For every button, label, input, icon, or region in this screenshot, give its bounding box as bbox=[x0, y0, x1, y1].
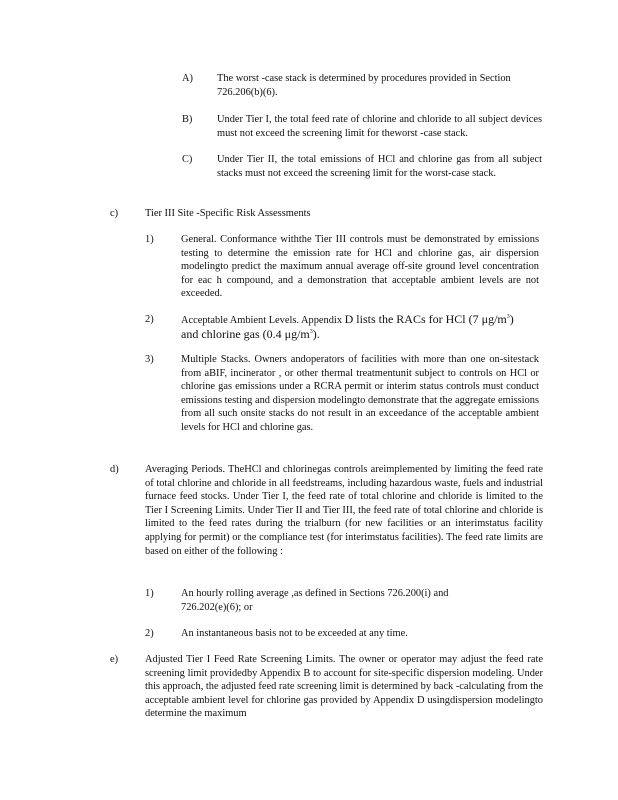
item-label: 3) bbox=[145, 354, 154, 365]
item-label: 1) bbox=[145, 234, 154, 245]
item-text: General. Conformance withthe Tier III controls must be demonstrated by emissions testing to determine the emission rate for HCl and chlorine gas, air dispersion modelingto predict the maximum annual average off-site ground level concentration for eac h compound, and a demonstration that acceptable ambient levels are not exceeded. bbox=[181, 234, 539, 300]
item-label: B) bbox=[182, 114, 193, 125]
item-text: An instantaneous basis not to be exceeded at any time. bbox=[181, 628, 408, 639]
item-label: e) bbox=[110, 654, 119, 665]
item-heading: Tier III Site -Specific Risk Assessments bbox=[145, 208, 311, 219]
text-part: and chlorine gas (0.4 $\mu g/m^3$). bbox=[181, 326, 320, 341]
item-text: An hourly rolling average ,as defined in Sections 726.200(i) and 726.202(e)(6); or bbox=[181, 588, 449, 613]
item-label: 1) bbox=[145, 588, 154, 599]
item-text: Under Tier II, the total emissions of HCl and chlorine gas from all subject stacks must not exceed the screening limit for the worst-case stack. bbox=[217, 154, 542, 179]
item-label: 2) bbox=[145, 628, 154, 639]
item-label: 2) bbox=[145, 314, 154, 325]
item-label: d) bbox=[110, 464, 119, 475]
item-text: Under Tier I, the total feed rate of chlorine and chloride to all subject devices must not exceed the screening limit for theworst -case stack. bbox=[217, 114, 542, 139]
item-text: Averaging Periods. TheHCl and chlorinegas controls areimplemented by limiting the feed rate of total chlorine and chloride in all feedstreams, including hazardous waste, fuels and industrial furnace feed stocks. Under Tier I, the feed rate of total chlorine and chloride is limited to the Tier I Screening Limits. Under Tier II and Tier III, the feed rate of total chlorine and chloride is limited to the feed rates during the trialburn (for new facilities or an interimstatus facility applying for permit) or the compliance test (for interimstatus facilities). The feed rate limits are based on either of the following : bbox=[145, 464, 543, 557]
item-label: c) bbox=[110, 208, 119, 219]
item-text: Multiple Stacks. Owners andoperators of facilities with more than one on-sitestack from aBIF, incinerator , or other thermal treatmentunit subject to controls on HCl or chlorine gas emissions under a RCRA permit or interim status controls must conduct emissions testing and dispersion modelingto demonstrate that the aggregate emissions from all such onsite stacks do not result in an exceedance of the acceptable ambient levels for HCl and chlorine gas. bbox=[181, 354, 539, 433]
item-label: C) bbox=[182, 154, 193, 165]
item-text: Adjusted Tier I Feed Rate Screening Limits. The owner or operator may adjust the feed rate screening limit providedby Appendix B to account for site-specific dispersion modeling. Under this approach, the adjusted feed rate screening limit is determined by back -calculating from the acceptable ambient level for chlorine gas provided by Appendix D usingdispersion modelingto determine the maximum bbox=[145, 654, 543, 720]
text-part: D lists the RACs for HCl (7 $\mu g/m^3$) bbox=[344, 312, 514, 326]
text-part: Acceptable Ambient Levels. Appendix bbox=[181, 315, 343, 326]
item-text bbox=[181, 313, 539, 342]
item-label: A) bbox=[182, 73, 193, 84]
item-text: The worst -case stack is determined by procedures provided in Section 726.206(b)(6). bbox=[217, 73, 511, 98]
